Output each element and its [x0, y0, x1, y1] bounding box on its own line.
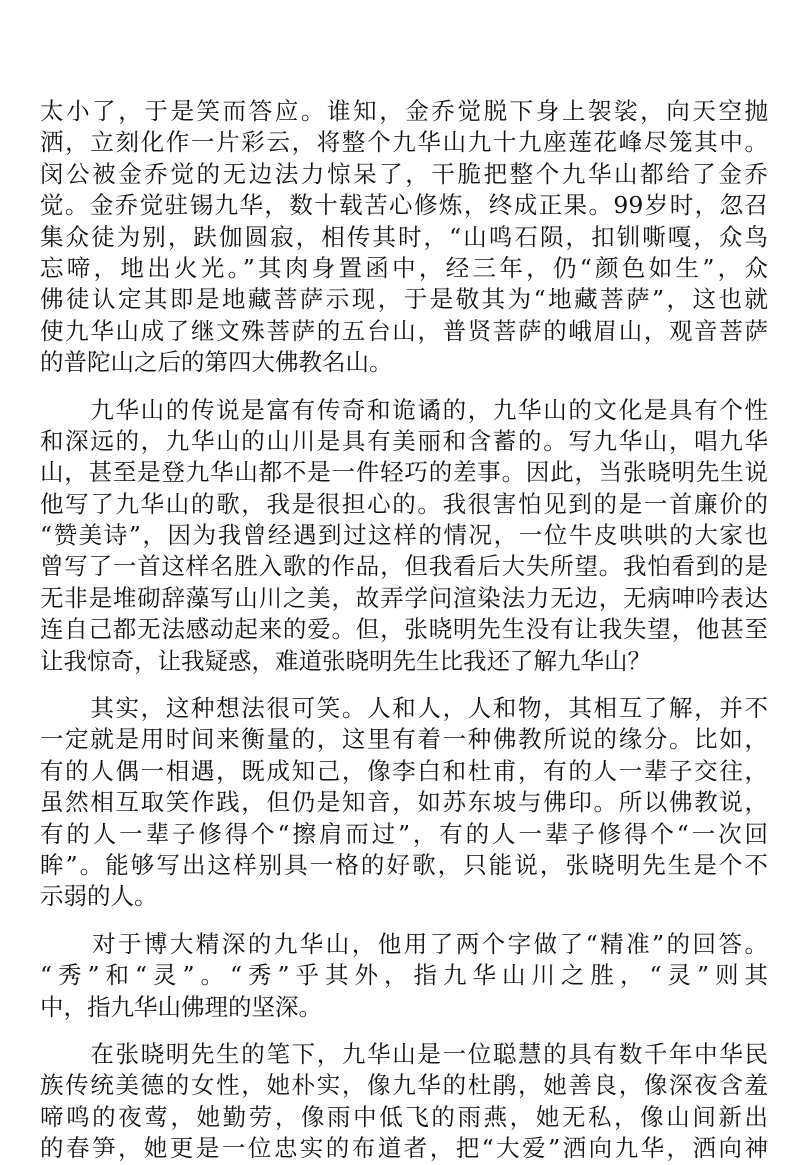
- text-line: 虽然相互取笑作践，但仍是知音，如苏东坡与佛印。所以佛教说，: [40, 788, 768, 817]
- text-line: 九华山的传说是富有传奇和诡谲的，九华山的文化是具有个性: [40, 395, 768, 424]
- text-line: 的普陀山之后的第四大佛教名山。: [40, 348, 393, 377]
- paragraph-2: [40, 395, 768, 678]
- text-line: 对于博大精深的九华山，他用了两个字做了“精准”的回答。: [40, 929, 768, 958]
- text-line: 一定就是用时间来衡量的，这里有着一种佛教所说的缘分。比如，: [40, 725, 768, 754]
- text-line: 的春笋，她更是一位忠实的布道者，把“大爱”洒向九华，洒向神: [40, 1134, 768, 1163]
- paragraph-gap: [40, 677, 768, 693]
- text-line: 无非是堆砌辞藻写山川之美，故弄学问渲染法力无边，无病呻吟表达: [40, 583, 768, 612]
- text-line: 觉。金乔觉驻锡九华，数十载苦心修炼，终成正果。99岁时，忽召: [40, 191, 768, 220]
- text-line: 让我惊奇，让我疑惑，难道张晓明先生比我还了解九华山？: [40, 646, 651, 675]
- text-line: 闵公被金乔觉的无边法力惊呆了，干脆把整个九华山都给了金乔: [40, 159, 768, 188]
- paragraph-gap: [40, 1023, 768, 1039]
- paragraph-3: [40, 693, 768, 913]
- text-line: “赞美诗”，因为我曾经遇到过这样的情况，一位牛皮哄哄的大家也: [40, 521, 768, 550]
- paragraph-gap: [40, 913, 768, 929]
- text-line: 忘啼，地出火光。”其肉身置函中，经三年，仍“颜色如生”，众: [40, 253, 768, 282]
- text-line: 连自己都无法感动起来的爱。但，张晓明先生没有让我失望，他甚至: [40, 615, 768, 644]
- text-line: 眸”。能够写出这样别具一格的好歌，只能说，张晓明先生是个不: [40, 850, 768, 879]
- text-line: 集众徒为别，趺伽圆寂，相传其时，“山鸣石陨，扣钏嘶嘎，众鸟: [40, 222, 768, 251]
- text-line: 和深远的，九华山的山川是具有美丽和含蓄的。写九华山，唱九华: [40, 426, 768, 455]
- paragraph-5: [40, 1039, 768, 1165]
- text-line: 使九华山成了继文殊菩萨的五台山，普贤菩萨的峨眉山，观音菩萨: [40, 316, 768, 345]
- text-line: 他写了九华山的歌，我是很担心的。我很害怕见到的是一首廉价的: [40, 489, 768, 518]
- text-line: 中，指九华山佛理的坚深。: [40, 992, 322, 1021]
- text-line: 曾写了一首这样名胜入歌的作品，但我看后大失所望。我怕看到的是: [40, 552, 768, 581]
- text-line: 其实，这种想法很可笑。人和人，人和物，其相互了解，并不: [40, 694, 768, 723]
- text-line: 山，甚至是登九华山都不是一件轻巧的差事。因此，当张晓明先生说: [40, 458, 768, 487]
- text-line: 啼鸣的夜莺，她勤劳，像雨中低飞的雨燕，她无私，像山间新出: [40, 1102, 768, 1131]
- body-text: [40, 96, 768, 1165]
- text-line: 有的人一辈子修得个“擦肩而过”，有的人一辈子修得个“一次回: [40, 819, 768, 848]
- text-line: 有的人偶一相遇，既成知己，像李白和杜甫，有的人一辈子交往，: [40, 756, 768, 785]
- text-line: “秀”和“灵”。“秀”乎其外，指九华山川之胜，“灵”则其: [40, 961, 768, 990]
- text-line: 佛徒认定其即是地藏菩萨示现，于是敬其为“地藏菩萨”，这也就: [40, 285, 768, 314]
- text-line: 太小了，于是笑而答应。谁知，金乔觉脱下身上袈裟，向天空抛: [40, 97, 768, 125]
- paragraph-4: [40, 929, 768, 1023]
- text-line: 洒，立刻化作一片彩云，将整个九华山九十九座莲花峰尽笼其中。: [40, 128, 768, 157]
- text-line: 在张晓明先生的笔下，九华山是一位聪慧的具有数千年中华民: [40, 1039, 768, 1068]
- paragraph-gap: [40, 379, 768, 395]
- text-line: 族传统美德的女性，她朴实，像九华的杜鹃，她善良，像深夜含羞: [40, 1071, 768, 1100]
- text-line: 示弱的人。: [40, 882, 158, 911]
- paragraph-1: [40, 96, 768, 379]
